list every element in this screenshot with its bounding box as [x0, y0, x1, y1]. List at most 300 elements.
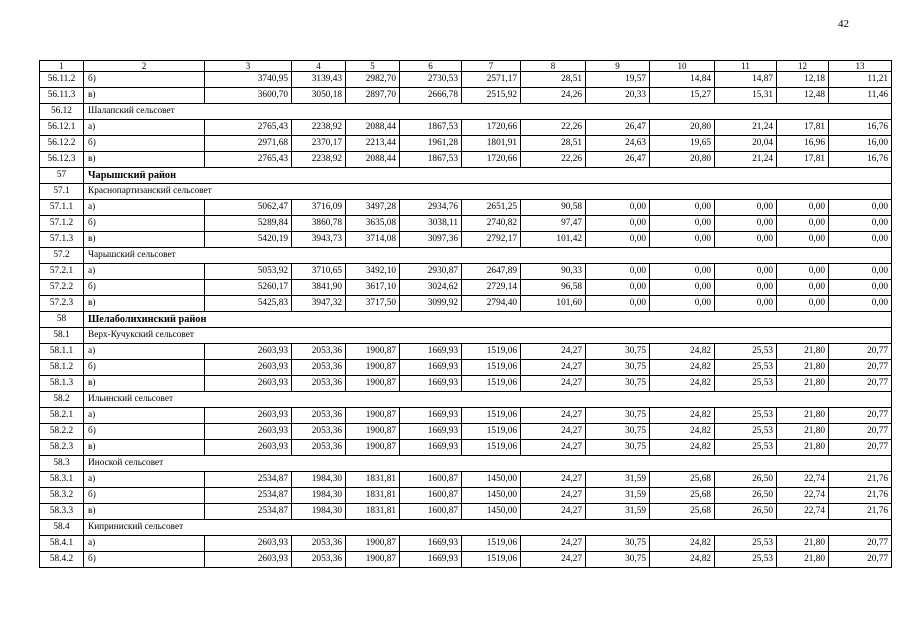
value-cell: 21,24	[715, 120, 777, 136]
value-cell: 0,00	[777, 280, 829, 296]
row-code: 58.1.2	[40, 360, 84, 376]
table-row	[40, 472, 892, 488]
value-cell: 24,27	[521, 408, 586, 424]
value-cell: 1961,28	[400, 136, 462, 152]
value-cell: 2515,92	[462, 88, 521, 104]
value-cell: 0,00	[829, 216, 892, 232]
value-cell: 90,33	[521, 264, 586, 280]
value-cell: 2930,87	[400, 264, 462, 280]
section-name: Ильинский сельсовет	[84, 392, 892, 408]
column-number-cell: 3	[205, 61, 292, 72]
value-cell: 2053,36	[292, 360, 346, 376]
value-cell: 20,80	[650, 152, 715, 168]
value-cell: 25,53	[715, 376, 777, 392]
value-cell: 26,47	[586, 120, 650, 136]
value-cell: 2238,92	[292, 152, 346, 168]
table-row	[40, 536, 892, 552]
row-code: 57.2	[40, 248, 84, 264]
section-name: Иноской сельсовет	[84, 456, 892, 472]
value-cell: 24,82	[650, 408, 715, 424]
value-cell: 21,80	[777, 408, 829, 424]
value-cell: 5420,19	[205, 232, 292, 248]
row-subitem: б)	[84, 488, 205, 504]
value-cell: 1900,87	[346, 360, 400, 376]
value-cell: 21,76	[829, 472, 892, 488]
value-cell: 0,00	[650, 232, 715, 248]
row-code: 57.1	[40, 184, 84, 200]
column-number-cell: 8	[521, 61, 586, 72]
value-cell: 25,53	[715, 552, 777, 568]
value-cell: 1519,06	[462, 552, 521, 568]
column-number-cell: 1	[40, 61, 84, 72]
value-cell: 16,96	[777, 136, 829, 152]
value-cell: 1669,93	[400, 440, 462, 456]
column-number-header-row	[40, 61, 892, 72]
value-cell: 0,00	[586, 232, 650, 248]
value-cell: 25,53	[715, 408, 777, 424]
value-cell: 2765,43	[205, 120, 292, 136]
row-code: 57.1.1	[40, 200, 84, 216]
value-cell: 1720,66	[462, 120, 521, 136]
value-cell: 2729,14	[462, 280, 521, 296]
value-cell: 2792,17	[462, 232, 521, 248]
value-cell: 5425,83	[205, 296, 292, 312]
value-cell: 24,27	[521, 344, 586, 360]
value-cell: 1519,06	[462, 344, 521, 360]
table-row	[40, 552, 892, 568]
value-cell: 21,80	[777, 440, 829, 456]
value-cell: 24,82	[650, 536, 715, 552]
value-cell: 17,81	[777, 152, 829, 168]
value-cell: 1600,87	[400, 488, 462, 504]
value-cell: 0,00	[829, 296, 892, 312]
value-cell: 28,51	[521, 136, 586, 152]
table-row	[40, 280, 892, 296]
value-cell: 101,60	[521, 296, 586, 312]
row-subitem: в)	[84, 296, 205, 312]
value-cell: 2971,68	[205, 136, 292, 152]
district-name: Чарышский район	[84, 168, 892, 184]
value-cell: 0,00	[829, 200, 892, 216]
row-code: 57.2.2	[40, 280, 84, 296]
row-subitem: в)	[84, 88, 205, 104]
value-cell: 24,27	[521, 360, 586, 376]
value-cell: 0,00	[650, 200, 715, 216]
value-cell: 21,80	[777, 552, 829, 568]
table-row	[40, 344, 892, 360]
value-cell: 2370,17	[292, 136, 346, 152]
value-cell: 3038,11	[400, 216, 462, 232]
value-cell: 0,00	[586, 216, 650, 232]
value-cell: 0,00	[586, 200, 650, 216]
value-cell: 20,77	[829, 536, 892, 552]
value-cell: 2534,87	[205, 504, 292, 520]
section-row	[40, 328, 892, 344]
section-name: Краснопартизанский сельсовет	[84, 184, 892, 200]
value-cell: 25,53	[715, 440, 777, 456]
value-cell: 1669,93	[400, 376, 462, 392]
value-cell: 3099,92	[400, 296, 462, 312]
value-cell: 30,75	[586, 360, 650, 376]
section-row	[40, 104, 892, 120]
value-cell: 2666,78	[400, 88, 462, 104]
value-cell: 1600,87	[400, 472, 462, 488]
row-subitem: а)	[84, 536, 205, 552]
value-cell: 24,27	[521, 376, 586, 392]
value-cell: 30,75	[586, 344, 650, 360]
value-cell: 1867,53	[400, 120, 462, 136]
value-cell: 24,27	[521, 504, 586, 520]
row-code: 58.2	[40, 392, 84, 408]
row-subitem: а)	[84, 408, 205, 424]
value-cell: 101,42	[521, 232, 586, 248]
value-cell: 1669,93	[400, 424, 462, 440]
row-subitem: в)	[84, 504, 205, 520]
column-number-cell: 6	[400, 61, 462, 72]
value-cell: 2740,82	[462, 216, 521, 232]
row-code: 57.2.3	[40, 296, 84, 312]
value-cell: 30,75	[586, 424, 650, 440]
value-cell: 19,57	[586, 72, 650, 88]
row-code: 58.1	[40, 328, 84, 344]
value-cell: 24,27	[521, 552, 586, 568]
value-cell: 2053,36	[292, 552, 346, 568]
value-cell: 1519,06	[462, 360, 521, 376]
row-code: 58.4	[40, 520, 84, 536]
value-cell: 3600,70	[205, 88, 292, 104]
value-cell: 24,82	[650, 424, 715, 440]
value-cell: 1669,93	[400, 408, 462, 424]
value-cell: 15,27	[650, 88, 715, 104]
value-cell: 26,50	[715, 472, 777, 488]
row-code: 58.3	[40, 456, 84, 472]
value-cell: 21,76	[829, 504, 892, 520]
value-cell: 3740,95	[205, 72, 292, 88]
value-cell: 0,00	[829, 232, 892, 248]
value-cell: 3714,08	[346, 232, 400, 248]
value-cell: 1519,06	[462, 440, 521, 456]
value-cell: 5062,47	[205, 200, 292, 216]
row-code: 56.12	[40, 104, 84, 120]
column-number-cell: 13	[829, 61, 892, 72]
column-number-cell: 10	[650, 61, 715, 72]
value-cell: 2088,44	[346, 120, 400, 136]
row-subitem: в)	[84, 152, 205, 168]
value-cell: 25,68	[650, 504, 715, 520]
value-cell: 22,74	[777, 472, 829, 488]
value-cell: 2238,92	[292, 120, 346, 136]
value-cell: 25,53	[715, 344, 777, 360]
table-row	[40, 88, 892, 104]
value-cell: 24,26	[521, 88, 586, 104]
value-cell: 20,77	[829, 424, 892, 440]
section-name: Верх-Кучукский сельсовет	[84, 328, 892, 344]
value-cell: 24,82	[650, 552, 715, 568]
value-cell: 2794,40	[462, 296, 521, 312]
value-cell: 2053,36	[292, 424, 346, 440]
row-code: 58	[40, 312, 84, 328]
value-cell: 2603,93	[205, 552, 292, 568]
column-number-cell: 9	[586, 61, 650, 72]
value-cell: 12,48	[777, 88, 829, 104]
value-cell: 25,53	[715, 536, 777, 552]
value-cell: 2982,70	[346, 72, 400, 88]
value-cell: 26,50	[715, 488, 777, 504]
column-number-cell: 7	[462, 61, 521, 72]
table-row	[40, 136, 892, 152]
value-cell: 90,58	[521, 200, 586, 216]
table-row	[40, 120, 892, 136]
value-cell: 1450,00	[462, 504, 521, 520]
value-cell: 19,65	[650, 136, 715, 152]
value-cell: 1900,87	[346, 376, 400, 392]
table-row	[40, 200, 892, 216]
value-cell: 2603,93	[205, 360, 292, 376]
value-cell: 31,59	[586, 488, 650, 504]
value-cell: 24,82	[650, 360, 715, 376]
value-cell: 0,00	[777, 232, 829, 248]
district-row	[40, 312, 892, 328]
value-cell: 0,00	[829, 264, 892, 280]
value-cell: 97,47	[521, 216, 586, 232]
row-subitem: а)	[84, 200, 205, 216]
value-cell: 2088,44	[346, 152, 400, 168]
row-subitem: а)	[84, 472, 205, 488]
table-row	[40, 408, 892, 424]
table-row	[40, 232, 892, 248]
value-cell: 0,00	[829, 280, 892, 296]
value-cell: 3717,50	[346, 296, 400, 312]
value-cell: 1831,81	[346, 504, 400, 520]
value-cell: 17,81	[777, 120, 829, 136]
value-cell: 1900,87	[346, 408, 400, 424]
value-cell: 0,00	[715, 216, 777, 232]
value-cell: 3635,08	[346, 216, 400, 232]
value-cell: 1900,87	[346, 552, 400, 568]
value-cell: 2603,93	[205, 424, 292, 440]
value-cell: 31,59	[586, 472, 650, 488]
value-cell: 2053,36	[292, 376, 346, 392]
value-cell: 26,47	[586, 152, 650, 168]
value-cell: 24,82	[650, 376, 715, 392]
column-number-cell: 12	[777, 61, 829, 72]
value-cell: 3710,65	[292, 264, 346, 280]
value-cell: 15,31	[715, 88, 777, 104]
value-cell: 30,75	[586, 552, 650, 568]
value-cell: 1984,30	[292, 472, 346, 488]
column-number-cell: 4	[292, 61, 346, 72]
value-cell: 16,00	[829, 136, 892, 152]
row-code: 56.11.2	[40, 72, 84, 88]
row-code: 57.1.3	[40, 232, 84, 248]
table-row	[40, 360, 892, 376]
value-cell: 1450,00	[462, 488, 521, 504]
value-cell: 1519,06	[462, 536, 521, 552]
row-code: 56.11.3	[40, 88, 84, 104]
value-cell: 2603,93	[205, 344, 292, 360]
row-code: 57.1.2	[40, 216, 84, 232]
value-cell: 25,53	[715, 424, 777, 440]
value-cell: 1867,53	[400, 152, 462, 168]
row-subitem: б)	[84, 136, 205, 152]
row-subitem: в)	[84, 376, 205, 392]
value-cell: 22,26	[521, 152, 586, 168]
value-cell: 2603,93	[205, 408, 292, 424]
value-cell: 3050,18	[292, 88, 346, 104]
value-cell: 0,00	[586, 280, 650, 296]
value-cell: 22,26	[521, 120, 586, 136]
value-cell: 1600,87	[400, 504, 462, 520]
value-cell: 1984,30	[292, 504, 346, 520]
value-cell: 1669,93	[400, 536, 462, 552]
row-code: 58.4.2	[40, 552, 84, 568]
row-subitem: б)	[84, 280, 205, 296]
table-row	[40, 216, 892, 232]
value-cell: 2053,36	[292, 440, 346, 456]
value-cell: 1669,93	[400, 552, 462, 568]
value-cell: 24,27	[521, 536, 586, 552]
section-name: Киприниский сельсовет	[84, 520, 892, 536]
value-cell: 1519,06	[462, 408, 521, 424]
value-cell: 1900,87	[346, 536, 400, 552]
value-cell: 30,75	[586, 408, 650, 424]
value-cell: 24,82	[650, 440, 715, 456]
value-cell: 2053,36	[292, 344, 346, 360]
tariff-table	[39, 60, 892, 568]
value-cell: 2730,53	[400, 72, 462, 88]
value-cell: 3860,78	[292, 216, 346, 232]
section-row	[40, 392, 892, 408]
value-cell: 0,00	[650, 280, 715, 296]
value-cell: 2571,17	[462, 72, 521, 88]
value-cell: 1831,81	[346, 488, 400, 504]
value-cell: 3617,10	[346, 280, 400, 296]
row-code: 56.12.1	[40, 120, 84, 136]
table-row	[40, 72, 892, 88]
value-cell: 20,77	[829, 408, 892, 424]
value-cell: 21,80	[777, 360, 829, 376]
page-number: 42	[838, 18, 849, 30]
value-cell: 24,27	[521, 440, 586, 456]
value-cell: 12,18	[777, 72, 829, 88]
value-cell: 1720,66	[462, 152, 521, 168]
value-cell: 20,77	[829, 344, 892, 360]
district-name: Шелаболихинский район	[84, 312, 892, 328]
value-cell: 20,77	[829, 376, 892, 392]
value-cell: 2897,70	[346, 88, 400, 104]
table-row	[40, 152, 892, 168]
value-cell: 2534,87	[205, 472, 292, 488]
value-cell: 1900,87	[346, 424, 400, 440]
value-cell: 3497,28	[346, 200, 400, 216]
value-cell: 3841,90	[292, 280, 346, 296]
value-cell: 1801,91	[462, 136, 521, 152]
value-cell: 0,00	[586, 296, 650, 312]
value-cell: 20,04	[715, 136, 777, 152]
value-cell: 3716,09	[292, 200, 346, 216]
section-row	[40, 248, 892, 264]
value-cell: 1900,87	[346, 440, 400, 456]
value-cell: 25,53	[715, 360, 777, 376]
value-cell: 30,75	[586, 440, 650, 456]
value-cell: 21,24	[715, 152, 777, 168]
value-cell: 0,00	[715, 264, 777, 280]
value-cell: 11,21	[829, 72, 892, 88]
value-cell: 24,27	[521, 424, 586, 440]
value-cell: 1519,06	[462, 376, 521, 392]
value-cell: 20,77	[829, 360, 892, 376]
row-subitem: в)	[84, 440, 205, 456]
value-cell: 14,84	[650, 72, 715, 88]
section-row	[40, 456, 892, 472]
row-code: 58.3.2	[40, 488, 84, 504]
table-row	[40, 296, 892, 312]
value-cell: 0,00	[715, 232, 777, 248]
value-cell: 31,59	[586, 504, 650, 520]
value-cell: 1669,93	[400, 344, 462, 360]
value-cell: 0,00	[650, 264, 715, 280]
value-cell: 11,46	[829, 88, 892, 104]
value-cell: 3947,32	[292, 296, 346, 312]
value-cell: 16,76	[829, 152, 892, 168]
column-number-cell: 5	[346, 61, 400, 72]
value-cell: 24,82	[650, 344, 715, 360]
table-row	[40, 424, 892, 440]
row-code: 58.3.3	[40, 504, 84, 520]
value-cell: 24,27	[521, 488, 586, 504]
row-subitem: а)	[84, 120, 205, 136]
row-subitem: б)	[84, 72, 205, 88]
row-subitem: а)	[84, 344, 205, 360]
value-cell: 0,00	[650, 216, 715, 232]
district-row	[40, 168, 892, 184]
row-code: 58.1.1	[40, 344, 84, 360]
value-cell: 20,77	[829, 440, 892, 456]
value-cell: 2603,93	[205, 440, 292, 456]
value-cell: 3139,43	[292, 72, 346, 88]
value-cell: 2603,93	[205, 536, 292, 552]
row-code: 57.2.1	[40, 264, 84, 280]
value-cell: 1669,93	[400, 360, 462, 376]
value-cell: 24,63	[586, 136, 650, 152]
value-cell: 3943,73	[292, 232, 346, 248]
value-cell: 26,50	[715, 504, 777, 520]
value-cell: 1900,87	[346, 344, 400, 360]
value-cell: 2213,44	[346, 136, 400, 152]
table-row	[40, 376, 892, 392]
value-cell: 21,80	[777, 344, 829, 360]
row-code: 58.2.1	[40, 408, 84, 424]
value-cell: 1831,81	[346, 472, 400, 488]
section-name: Шалапский сельсовет	[84, 104, 892, 120]
value-cell: 96,58	[521, 280, 586, 296]
row-code: 58.3.1	[40, 472, 84, 488]
value-cell: 30,75	[586, 536, 650, 552]
value-cell: 0,00	[777, 200, 829, 216]
value-cell: 5289,84	[205, 216, 292, 232]
row-code: 56.12.3	[40, 152, 84, 168]
value-cell: 2603,93	[205, 376, 292, 392]
value-cell: 22,74	[777, 504, 829, 520]
value-cell: 0,00	[586, 264, 650, 280]
value-cell: 2765,43	[205, 152, 292, 168]
table-row	[40, 264, 892, 280]
value-cell: 16,76	[829, 120, 892, 136]
value-cell: 2934,76	[400, 200, 462, 216]
row-subitem: б)	[84, 360, 205, 376]
value-cell: 2534,87	[205, 488, 292, 504]
value-cell: 28,51	[521, 72, 586, 88]
